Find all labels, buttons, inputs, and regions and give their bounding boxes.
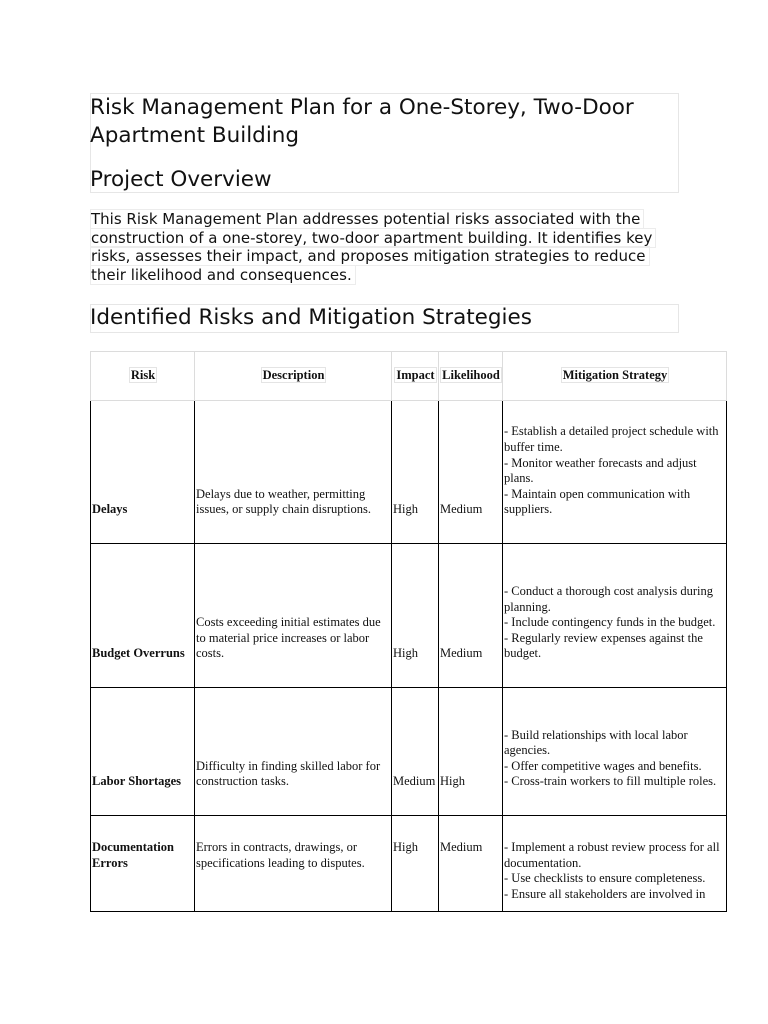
header-mitigation-strategy: Mitigation Strategy (503, 352, 727, 401)
mitigation-item: - Cross-train workers to fill multiple roles. (504, 774, 717, 789)
mitigation-item: - Use checklists to ensure completeness. (504, 871, 706, 886)
overview-paragraph (90, 210, 670, 284)
header-risk: Risk (91, 352, 195, 401)
mitigation-item: - Build relationships with local labor agencies. (504, 727, 688, 758)
mitigation-cell (503, 401, 727, 544)
likelihood-cell: Medium (439, 401, 503, 544)
mitigation-item: - Offer competitive wages and benefits. (504, 758, 702, 773)
impact-cell: High (392, 544, 439, 688)
mitigation-item: - Maintain open communication with suppliers. (504, 486, 691, 517)
header-impact: Impact (392, 352, 439, 401)
description-cell: Costs exceeding initial estimates due to material price increases or labor costs. (195, 544, 392, 688)
description-cell: Delays due to weather, permitting issues, or supply chain disruptions. (195, 401, 392, 544)
table-row (91, 688, 727, 816)
impact-cell: High (392, 401, 439, 544)
identified-risks-heading: Identified Risks and Mitigation Strategies (90, 305, 532, 330)
mitigation-item: - Establish a detailed project schedule with buffer time. (504, 424, 719, 455)
overview-line: This Risk Management Plan addresses potential risks associated with the (90, 209, 644, 229)
mitigation-item: - Implement a robust review process for all documentation. (504, 840, 720, 870)
mitigation-item: - Monitor weather forecasts and adjust plans. (504, 455, 697, 486)
header-description: Description (195, 352, 392, 401)
table-row (91, 816, 727, 912)
overview-line: risks, assesses their impact, and proposes mitigation strategies to reduce (90, 246, 650, 266)
mitigation-item: - Include contingency funds in the budget. (504, 615, 716, 630)
likelihood-cell: Medium (439, 816, 503, 912)
overview-line: construction of a one-storey, two-door apartment building. It identifies key (90, 228, 656, 248)
mitigation-item: - Ensure all stakeholders are involved in (504, 886, 706, 901)
table-header-row (91, 352, 727, 401)
mitigation-item: - Regularly review expenses against the budget. (504, 630, 703, 661)
mitigation-item: - Conduct a thorough cost analysis during planning. (504, 584, 713, 614)
risk-cell: Labor Shortages (91, 688, 195, 816)
table-row (91, 401, 727, 544)
risk-table (90, 351, 727, 912)
impact-cell: High (392, 816, 439, 912)
description-cell: Errors in contracts, drawings, or specifications leading to disputes. (195, 816, 392, 912)
likelihood-cell: Medium (439, 544, 503, 688)
risk-cell: Documentation Errors (91, 816, 195, 912)
risk-cell: Delays (91, 401, 195, 544)
mitigation-cell (503, 688, 727, 816)
mitigation-cell (503, 544, 727, 688)
likelihood-cell: High (439, 688, 503, 816)
mitigation-cell (503, 816, 727, 912)
project-overview-heading: Project Overview (90, 167, 272, 192)
overview-line: their likelihood and consequences. (90, 265, 356, 285)
description-cell: Difficulty in finding skilled labor for construction tasks. (195, 688, 392, 816)
impact-cell: Medium (392, 688, 439, 816)
header-likelihood: Likelihood (439, 352, 503, 401)
table-row (91, 544, 727, 688)
risk-cell: Budget Overruns (91, 544, 195, 688)
page-title: Risk Management Plan for a One-Storey, Two-Door Apartment Building (90, 95, 634, 148)
